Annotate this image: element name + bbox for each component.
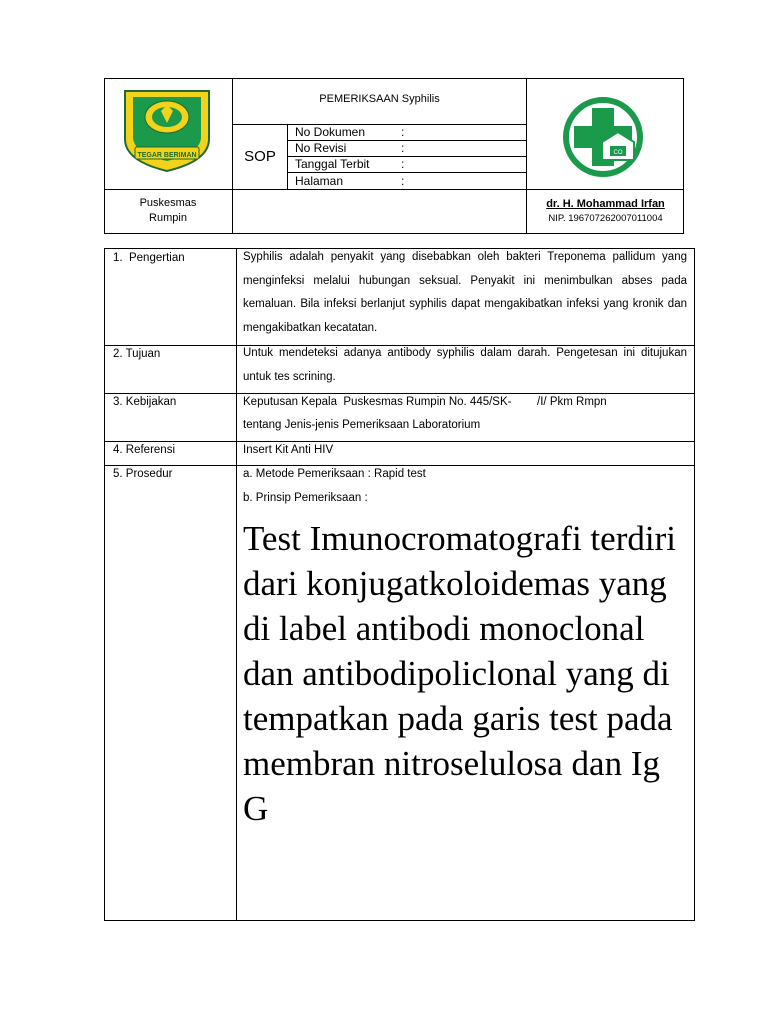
section-label-tujuan: 2. Tujuan [113, 348, 161, 360]
signer-name: dr. H. Mohammad Irfan [546, 198, 665, 210]
signer-nip: NIP. 196707262007011004 [548, 213, 663, 224]
meta-colon: : [401, 141, 405, 155]
header-divider-h2 [232, 124, 526, 125]
org-name-line1: Puskesmas [139, 197, 197, 209]
procedure-principle-text: Test Imunocromatografi terdiri dari konjugatkoloidemas yang di label antibodi monoclonal dan antibodipoliclonal yang di tempatkan pada garis test pada membran nitroselulosa dan Ig G [243, 519, 676, 828]
section-content-kebijakan-line2: tentang Jenis-jenis Pemeriksaan Laboratorium [243, 419, 481, 431]
svg-text:CO: CO [613, 150, 623, 156]
puskesmas-logo [562, 96, 644, 178]
meta-colon: : [401, 125, 405, 139]
procedure-line-a: a. Metode Pemeriksaan : Rapid test [243, 468, 426, 480]
section-content-kebijakan-line1: Keputusan Kepala Puskesmas Rumpin No. 445/SK- /I/ Pkm Rmpn [243, 396, 607, 408]
section-label-prosedur: 5. Prosedur [113, 468, 173, 480]
row-separator [104, 441, 695, 442]
meta-colon: : [401, 157, 405, 171]
section-content-referensi: Insert Kit Anti HIV [243, 444, 334, 456]
logo-motto-text: TEGAR BERIMAN [137, 152, 197, 159]
header-divider-v3 [287, 124, 288, 190]
org-name-line2: Rumpin [149, 212, 187, 224]
section-content-tujuan: Untuk mendeteksi adanya antibody syphilis dalam darah. Pengetesan ini ditujukan untuk tes scrining. [243, 347, 687, 383]
section-label-kebijakan: 3. Kebijakan [113, 396, 177, 408]
meta-label-no-revisi: No Revisi [295, 141, 347, 155]
procedure-line-b: b. Prinsip Pemeriksaan : [243, 492, 368, 504]
document-title: PEMERIKSAAN Syphilis [319, 93, 440, 105]
section-content-pengertian: Syphilis adalah penyakit yang disebabkan oleh bakteri Treponema pallidum yang menginfeksi melalui hubungan seksual. Penyakit ini menimbulkan abses pada kemaluan. Bila infeksi berlanjut syphilis dapat mengakibatkan infeksi yang kronik dan mengakibatkan kecatatan. [243, 251, 687, 334]
meta-colon: : [401, 174, 405, 188]
header-divider-v2 [526, 78, 527, 234]
content-divider-v [236, 248, 237, 921]
section-label-pengertian: 1. Pengertian [113, 252, 185, 264]
sop-label: SOP [244, 148, 276, 165]
meta-label-no-dokumen: No Dokumen [295, 125, 366, 139]
meta-label-halaman: Halaman [295, 174, 344, 188]
header-divider-h1 [104, 189, 684, 190]
regency-logo [121, 87, 213, 175]
meta-label-tanggal-terbit: Tanggal Terbit [295, 157, 370, 171]
section-label-referensi: 4. Referensi [113, 444, 176, 456]
